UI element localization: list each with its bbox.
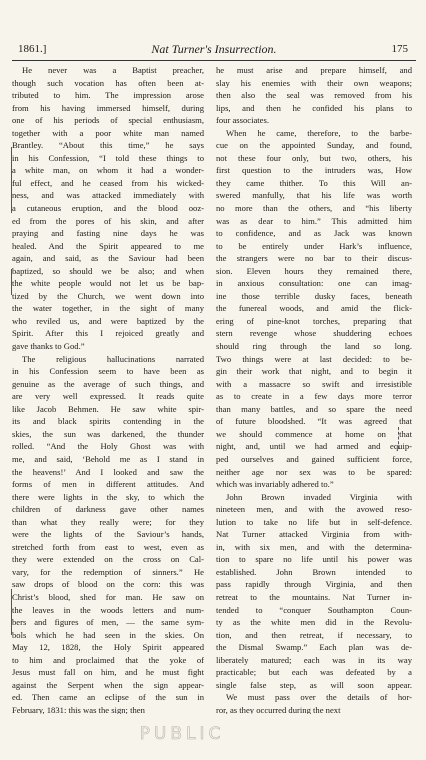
text-line: not these four only, but two, others, his [216,152,412,163]
text-line: vary, for the redemption of sinners.” He [12,566,204,577]
text-line: we should commence at home on that [216,428,412,439]
text-line: rolled. “And the Holy Ghost was with [12,441,204,452]
text-line: saw drops of blood on the corn: this was [12,579,204,590]
text-line: to confidence, and as Jack was known [216,228,412,239]
text-line: the water together, in the sight of many [12,303,204,314]
margin-pencil-mark [398,427,399,449]
text-line: night, and, until we had armed and equip- [216,441,412,452]
text-line: then also the seal was removed from his [216,90,412,101]
text-line: with a massacre so swift and irresistible [216,378,412,389]
text-line: they came thither. To this Will an- [216,177,412,188]
text-line: which was invariably adhered to.” [216,479,334,490]
text-line: there were lights in the sky, to which the [12,491,204,502]
text-line: they were extended on the cross on Cal- [12,554,204,565]
text-line: February, 1831: this was the sign; then [12,704,145,714]
text-line: established. John Brown intended to [216,566,412,577]
text-line: bers and figures of men, — the same sym- [12,617,204,628]
text-line: were the lights of the Saviour’s hands, [12,529,204,540]
margin-pencil-mark [11,589,12,635]
text-line: tion, and then retreat, if necessary, to [216,629,412,640]
text-line: like Jacob Behmen. He saw white spir- [12,403,204,414]
text-line: When he came, therefore, to the barbe- [226,127,412,138]
header-title: Nat Turner's Insurrection. [151,42,277,56]
text-line: four associates. [216,115,269,126]
text-line: tized by the Church, we went down into [12,290,204,301]
text-line: ed. Then came an eclipse of the sun in [12,692,204,703]
header-year: 1861.] [18,43,47,55]
text-line: retreat to the mountains. Nat Turner in- [216,591,412,602]
text-line: stretched forth from east to west, even as [12,541,204,552]
text-line: was as dear to him.” This admitted him [216,215,412,226]
text-line: stern revenge whose shuddering echoes [216,328,412,339]
text-line: than what they really were; for they [12,516,204,527]
text-line: to be entirely under Hark’s influence, [216,240,412,251]
text-line: in, with six men, and with the determina- [216,541,412,552]
text-line: one of his periods of special enthusiasm, [12,115,204,126]
text-line: genuine as the average of such things, and [12,378,204,389]
text-line: Jesus must fall on him, and he must fight [12,667,204,678]
margin-pencil-mark [11,147,12,213]
text-line: a white man, on whom it had a wonder- [12,165,204,176]
text-line: ror, as they occurred during the next [216,704,341,714]
text-line: no more than the others, and “his liberty [216,203,412,214]
text-line: ering of pine-knot torches, preparing that [216,315,412,326]
text-line: baptized, so should we be also; and when [12,265,204,276]
text-line: Two things were at last decided: to be- [216,353,412,364]
text-line: against the Serpent when the sign appear- [12,679,204,690]
text-line: tended to “conquer Southampton Coun- [216,604,412,615]
text-line: the leaves in the woods letters and num- [12,604,204,615]
text-line: Spirit. After this I rejoiced greatly and [12,328,204,339]
running-header [12,40,416,61]
text-line: again, and said, as the Saviour had been [12,253,204,264]
text-line: slay his enemies with their own weapons; [216,77,412,88]
text-line: together with a poor white man named [12,127,204,138]
text-line: first question to the intruders was, How [216,165,412,176]
text-line: We must pass over the details of hor- [226,692,412,703]
library-stamp: PUBLIC [139,724,225,744]
text-line: tion to spare no life until his power was [216,554,412,565]
text-line: bols which he had seen in the skies. On [12,629,204,640]
text-line: ty as the white men did in the Revolu- [216,617,412,628]
text-line: lips, and then he confided his plans to [216,102,412,113]
text-line: liberately matured; each was in its way [216,654,412,665]
text-line: tributed to him. The impression arose [12,90,204,101]
text-line: praying and fasting nine days he was [12,228,204,239]
text-line: Christ’s blood, shed for man. He saw on [12,591,204,602]
text-line: the heavens!’ And I looked and saw the [12,466,204,477]
text-line: the funereal woods, and amid the flick- [216,303,412,314]
text-line: John Brown invaded Virginia with [226,491,412,502]
text-line: gin their work that night, and to begin it [216,366,412,377]
text-line: should ring through the land so long. [216,341,412,352]
text-line: a cutaneous eruption, and the blood ooz- [12,203,204,214]
text-line: he must arise and prepare himself, and [216,65,412,75]
text-line: children of darkness gave other names [12,504,204,515]
text-line: neither age nor sex was to be spared: [216,466,412,477]
text-line: forms of men in different attitudes. And [12,479,204,490]
text-line: The religious hallucinations narrated [22,353,204,364]
text-line: ness, and was attacked immediately with [12,190,204,201]
text-line: skies, the sun was darkened, the thunder [12,428,204,439]
text-line: ful effect, and he ceased from his wicked- [12,177,204,188]
text-line: to him and proclaimed that the yoke of [12,654,204,665]
text-line: are very well expressed. It reads quite [12,391,204,402]
text-line: lution to take no life but in self-defence. [216,516,412,527]
text-line: though such vocation has often been at- [12,77,204,88]
page-number: 175 [391,43,408,55]
text-line: nineteen men, and with the avowed reso- [216,504,412,515]
text-line: from his having immersed himself, during [12,102,204,113]
text-line: in his Confession seem to have been as [12,366,204,377]
text-line: sion. Eleven hours they remained there, [216,265,412,276]
text-line: pass rapidly through Virginia, and then [216,579,412,590]
text-line: gave thanks to God.” [12,341,85,352]
text-line: its and black spirits contending in the [12,416,204,427]
text-line: cue on the appointed Sunday, and found, [216,140,412,151]
text-line: ine those terrible dusky faces, beneath [216,290,412,301]
margin-pencil-mark [11,269,12,295]
text-line: Nat Turner attacked Virginia from with- [216,529,412,540]
text-line: May 12, 1828, the Holy Spirit appeared [12,642,204,653]
text-line: ped ourselves and gained sufficient force, [216,453,412,464]
text-line: ed from the pores of his skin, and after [12,215,204,226]
text-line: than many battles, and so spare the need [216,403,412,414]
left-text-column [12,64,204,714]
text-line: single false step, as will soon appear. [216,679,412,690]
text-line: healed. And the Spirit appeared to me [12,240,204,251]
text-line: me, and said, ‘Behold me as I stand in [12,453,204,464]
text-line: in his Confession, “I told these things to [12,152,204,163]
text-line: as to create in a few days more terror [216,391,412,402]
text-line: in anxious consultation: one can imag- [216,278,412,289]
text-line: He never was a Baptist preacher, [22,65,204,75]
text-line: who reviled us, and were baptized by the [12,315,204,326]
text-line: the Dismal Swamp.” Each plan was de- [216,642,412,653]
text-line: practicable; but each was defeated by a [216,667,412,678]
text-line: the strangers were no bar to their discus- [216,253,412,264]
text-line: Brantley. “About this time,” he says [12,140,204,151]
text-line: of future bloodshed. “It was agreed that [216,416,412,427]
text-line: swered manfully, that his life was worth [216,190,412,201]
right-text-column [216,64,412,714]
text-line: the white people would not let us be bap- [12,278,204,289]
